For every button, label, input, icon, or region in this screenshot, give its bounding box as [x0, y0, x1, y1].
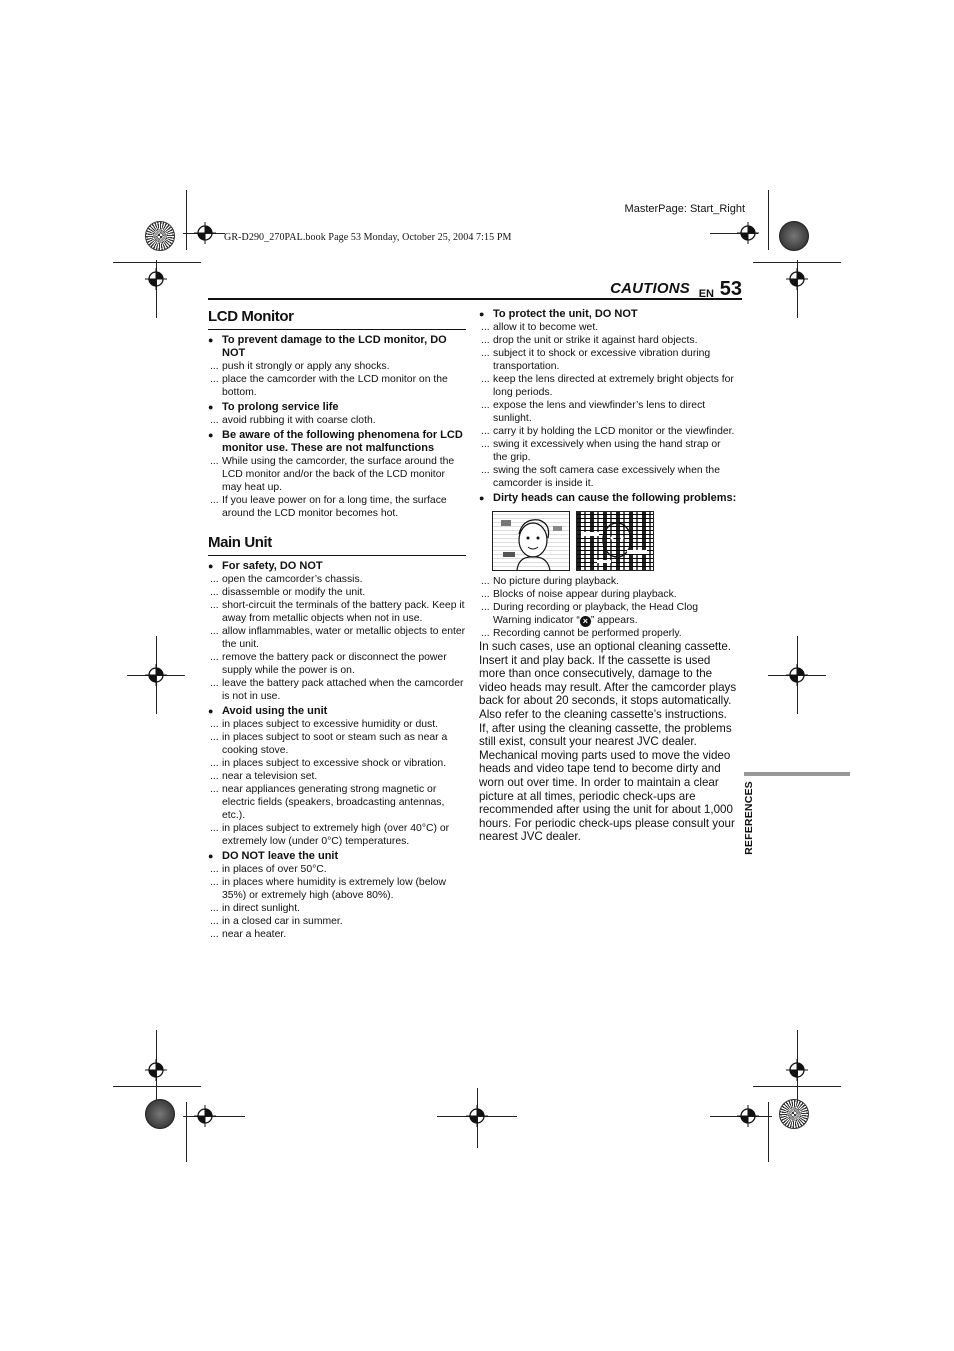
list-item: ... near a heater.: [208, 928, 466, 941]
list-item: ... While using the camcorder, the surface around the LCD monitor and/or the back of the LCD monitor may heat up.: [208, 455, 466, 494]
list-item: ... open the camcorder’s chassis.: [208, 573, 466, 586]
registration-mark-icon: [786, 268, 808, 290]
list-item: ... in places subject to extremely high (over 40°C) or extremely low (under 0°C) temperatures.: [208, 822, 466, 848]
list-item: ... No picture during playback.: [479, 575, 737, 588]
bullet-heading: ● DO NOT leave the unit: [208, 850, 466, 863]
bullet-heading: ● Be aware of the following phenomena for LCD monitor use. These are not malfunctions: [208, 429, 466, 455]
color-rosette-icon: [779, 221, 809, 251]
list-item: ... If you leave power on for a long time, the surface around the LCD monitor becomes hot.: [208, 494, 466, 520]
bullet-heading: ● To protect the unit, DO NOT: [479, 308, 737, 321]
list-item: ... place the camcorder with the LCD monitor on the bottom.: [208, 373, 466, 399]
list-item: ... carry it by holding the LCD monitor or the viewfinder.: [479, 425, 737, 438]
registration-mark-icon: [194, 222, 216, 244]
bullet-heading: ● Dirty heads can cause the following problems:: [479, 492, 737, 505]
paragraph: If, after using the cleaning cassette, the problems still exist, consult your nearest JVC dealer.: [479, 721, 732, 749]
list-item: ... Recording cannot be performed properly.: [479, 627, 737, 640]
registration-mark-icon: [786, 664, 808, 686]
registration-mark-icon: [194, 1105, 216, 1127]
list-item: ... near appliances generating strong magnetic or electric fields (speakers, broadcasting antennas, etc.).: [208, 783, 466, 822]
list-item: ... drop the unit or strike it against hard objects.: [479, 334, 737, 347]
registration-mark-icon: [786, 1059, 808, 1081]
page-header: [208, 279, 742, 300]
clog-text-after: ” appears.: [590, 615, 638, 626]
list-item: ... in places subject to excessive humidity or dust.: [208, 718, 466, 731]
left-column: [208, 306, 466, 941]
master-page-label: MasterPage: Start_Right: [624, 203, 745, 215]
registration-mark-icon: [737, 1105, 759, 1127]
noisy-picture-illustration: [576, 511, 654, 571]
list-item: ... swing it excessively when using the hand strap or the grip.: [479, 438, 737, 464]
list-item: ... in places subject to excessive shock or vibration.: [208, 757, 466, 770]
paragraph: Mechanical moving parts used to move the video heads and video tape tend to become dirty and worn out over time. In order to maintain a clear picture at all times, periodic check-ups are recommended after using the unit for about 1,000 hours. For periodic check-ups please consult your nearest JVC dealer.: [479, 748, 735, 844]
list-item: ... in a closed car in summer.: [208, 915, 466, 928]
bullet-heading: ● To prevent damage to the LCD monitor, DO NOT: [208, 334, 466, 360]
color-rosette-icon: [145, 221, 175, 251]
list-item: ... subject it to shock or excessive vibration during transportation.: [479, 347, 737, 373]
color-rosette-icon: [145, 1099, 175, 1129]
registration-mark-icon: [145, 664, 167, 686]
list-item: ... in places of over 50°C.: [208, 863, 466, 876]
list-item: ... swing the soft camera case excessively when the camcorder is inside it.: [479, 464, 737, 490]
list-item: ... disassemble or modify the unit.: [208, 586, 466, 599]
right-column: [479, 306, 737, 844]
paragraph: In such cases, use an optional cleaning cassette. Insert it and play back. If the cassette is used more than once consecutively, damage to the video heads may result. After the camcorder plays back for about 20 seconds, it stops automatically. Also refer to the cleaning cassette’s instructions.: [479, 640, 737, 721]
bullet-heading: ● To prolong service life: [208, 401, 466, 414]
list-item: ... allow inflammables, water or metallic objects to enter the unit.: [208, 625, 466, 651]
list-item: ... keep the lens directed at extremely bright objects for long periods.: [479, 373, 737, 399]
list-item: ... push it strongly or apply any shocks.: [208, 360, 466, 373]
book-info-line: GR-D290_270PAL.book Page 53 Monday, October 25, 2004 7:15 PM: [224, 232, 512, 243]
list-item: ... Blocks of noise appear during playback.: [479, 588, 737, 601]
page-number: 53: [719, 278, 742, 300]
registration-mark-icon: [466, 1105, 488, 1127]
registration-mark-icon: [145, 268, 167, 290]
playback-illustrations: [492, 511, 737, 571]
head-clog-warning-icon: ×: [580, 616, 591, 627]
side-tab-bar: [744, 772, 850, 776]
color-rosette-icon: [779, 1099, 809, 1129]
clog-text-before: During recording or playback, the Head Clog Warning indicator “: [493, 602, 699, 626]
list-item: ... leave the battery pack attached when the camcorder is not in use.: [208, 677, 466, 703]
list-item: ... near a television set.: [208, 770, 466, 783]
bullet-heading: ● For safety, DO NOT: [208, 560, 466, 573]
main-unit-heading: Main Unit: [208, 532, 466, 556]
normal-picture-illustration: [492, 511, 570, 571]
list-item: ... expose the lens and viewfinder’s lens to direct sunlight.: [479, 399, 737, 425]
bullet-heading: ● Avoid using the unit: [208, 705, 466, 718]
registration-mark-icon: [145, 1059, 167, 1081]
list-item: ... avoid rubbing it with coarse cloth.: [208, 414, 466, 427]
list-item: ... in places subject to soot or steam such as near a cooking stove.: [208, 731, 466, 757]
language-label: EN: [698, 288, 714, 300]
list-item: ... short-circuit the terminals of the battery pack. Keep it away from metallic objects when not in use.: [208, 599, 466, 625]
list-item: ... remove the battery pack or disconnect the power supply while the power is on.: [208, 651, 466, 677]
lcd-monitor-heading: LCD Monitor: [208, 306, 466, 330]
list-item: ... in places where humidity is extremely low (below 35%) or extremely high (above 80%).: [208, 876, 466, 902]
list-item: ... in direct sunlight.: [208, 902, 466, 915]
list-item: ... allow it to become wet.: [479, 321, 737, 334]
section-title: CAUTIONS: [610, 280, 690, 297]
registration-mark-icon: [737, 222, 759, 244]
side-tab: [739, 782, 759, 854]
list-item: [479, 601, 737, 627]
side-tab-label: REFERENCES: [743, 781, 755, 855]
